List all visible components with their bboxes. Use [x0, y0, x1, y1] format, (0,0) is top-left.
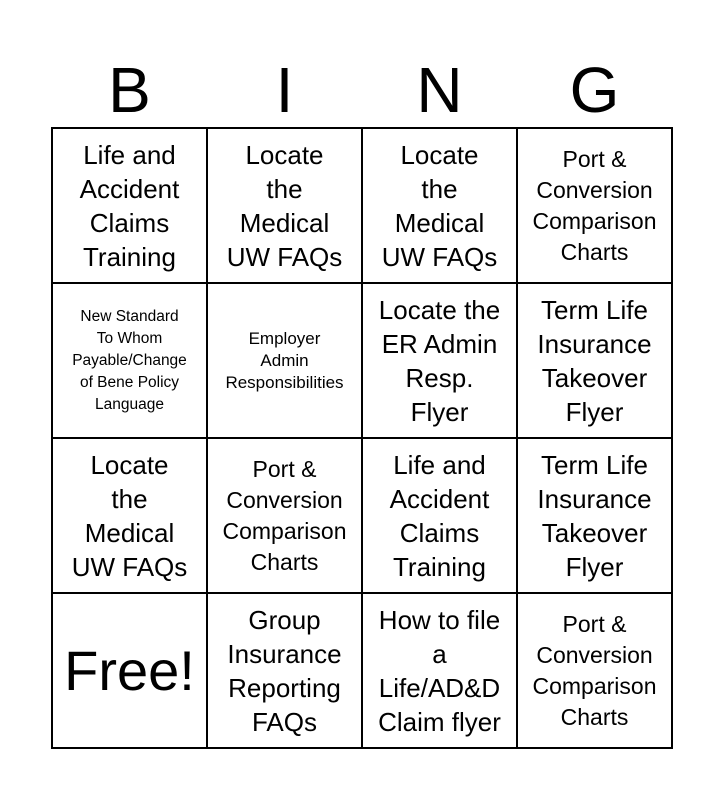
cell-text: Port & Conversion Comparison Charts	[532, 610, 657, 730]
free-space-text: Free!	[64, 638, 195, 702]
bingo-header	[52, 52, 672, 128]
cell-text: New Standard To Whom Payable/Change of Bene Policy Language	[72, 307, 187, 413]
cell-text: Group Insurance Reporting FAQs	[227, 604, 342, 737]
bingo-cell-r4-c2[interactable]	[208, 594, 363, 749]
bingo-cell-r2-c1[interactable]	[53, 284, 208, 439]
header-letter-i: I	[275, 54, 294, 126]
cell-text: Port & Conversion Comparison Charts	[222, 455, 347, 575]
bingo-cell-r2-c2[interactable]	[208, 284, 363, 439]
bingo-cell-r4-c4[interactable]	[518, 594, 673, 749]
header-letter-g: G	[569, 54, 620, 126]
cell-text: Term Life Insurance Takeover Flyer	[537, 294, 652, 427]
bingo-cell-r3-c3[interactable]	[363, 439, 518, 594]
cell-text: Life and Accident Claims Training	[389, 449, 490, 582]
bingo-board	[51, 127, 673, 749]
cell-text: Locate the Medical UW FAQs	[71, 449, 188, 582]
bingo-cell-r3-c2[interactable]	[208, 439, 363, 594]
bingo-cell-r1-c2[interactable]	[208, 129, 363, 284]
bingo-cell-free[interactable]	[53, 594, 208, 749]
bingo-cell-r1-c1[interactable]	[53, 129, 208, 284]
cell-text: Locate the Medical UW FAQs	[226, 139, 343, 272]
bingo-cell-r2-c3[interactable]	[363, 284, 518, 439]
cell-text: Employer Admin Responsibilities	[225, 328, 344, 392]
header-letter-b: B	[108, 54, 151, 126]
cell-text: Locate the Medical UW FAQs	[381, 139, 498, 272]
bingo-cell-r1-c3[interactable]	[363, 129, 518, 284]
cell-text: Life and Accident Claims Training	[79, 139, 180, 272]
cell-text: How to file a Life/AD&D Claim flyer	[378, 604, 501, 737]
bingo-cell-r2-c4[interactable]	[518, 284, 673, 439]
bingo-cell-r3-c4[interactable]	[518, 439, 673, 594]
cell-text: Port & Conversion Comparison Charts	[532, 145, 657, 265]
bingo-cell-r4-c3[interactable]	[363, 594, 518, 749]
cell-text: Locate the ER Admin Resp. Flyer	[378, 294, 501, 427]
bingo-cell-r1-c4[interactable]	[518, 129, 673, 284]
cell-text: Term Life Insurance Takeover Flyer	[537, 449, 652, 582]
header-letter-n: N	[416, 54, 463, 126]
bingo-cell-r3-c1[interactable]	[53, 439, 208, 594]
